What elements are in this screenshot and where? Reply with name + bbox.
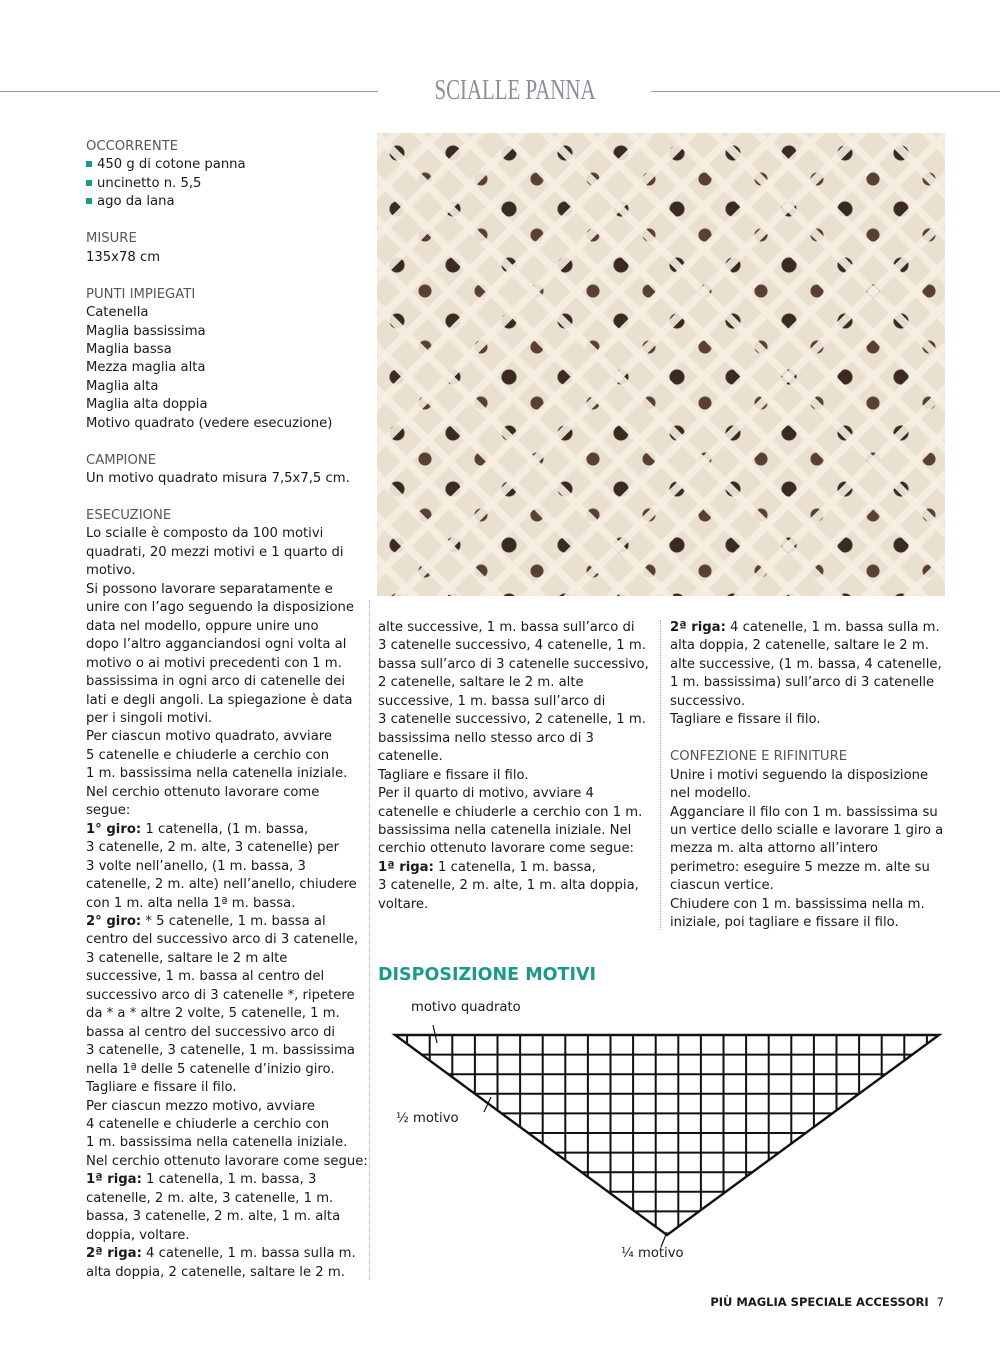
text-line: Unire i motivi seguendo la disposizione <box>670 767 929 783</box>
text-line: Nel cerchio ottenuto lavorare come <box>86 784 320 800</box>
text-line: motivo. <box>86 563 136 579</box>
list-item: ago da lana <box>86 193 368 211</box>
text-line: perimetro: eseguire 5 mezze m. alte su <box>670 859 930 875</box>
text-line: 2ª riga: 4 catenelle, 1 m. bassa sulla m. <box>670 620 940 635</box>
step-label: 1ª riga: <box>86 1172 142 1188</box>
text-line: bassa al centro del successivo arco di <box>86 1024 336 1040</box>
text-line: successive, 1 m. bassa al centro del <box>86 969 325 985</box>
section-heading: ESECUZIONE <box>86 508 172 523</box>
footer <box>710 1295 944 1309</box>
text-line: centro del successivo arco di 3 catenelle, <box>86 932 359 948</box>
text-line: successivo. <box>670 693 746 709</box>
text-line: nel modello. <box>670 786 752 802</box>
text-line: alte successive, 1 m. bassa sull’arco di <box>378 620 635 635</box>
step-label: 2° giro: <box>86 913 142 929</box>
text-line: segue: <box>86 803 131 819</box>
text-line: Maglia alta doppia <box>86 397 208 413</box>
text-line: con 1 m. alta nella 1ª m. bassa. <box>86 895 296 911</box>
text-line: 1 m. bassissima) sull’arco di 3 catenelle <box>670 675 935 691</box>
text-line: per i singoli motivi. <box>86 710 213 726</box>
section-heading: CAMPIONE <box>86 452 157 468</box>
section-heading: PUNTI IMPIEGATI <box>86 286 196 302</box>
text-line: Tagliare e fissare il filo. <box>86 1080 237 1096</box>
text-line: un vertice dello scialle e lavorare 1 giro a <box>670 822 944 838</box>
text-line: Mezza maglia alta <box>86 360 206 376</box>
section-heading: CONFEZIONE E RIFINITURE <box>670 749 848 765</box>
text-line: bassissima nello stesso arco di 3 <box>378 730 594 746</box>
text-line: Per il quarto di motivo, avviare 4 <box>378 786 594 802</box>
text-line: Maglia bassissima <box>86 323 206 339</box>
section-heading: MISURE <box>86 231 137 247</box>
text-line: 3 volte nell’anello, (1 m. bassa, 3 <box>86 858 306 874</box>
text-line: 2ª riga: 4 catenelle, 1 m. bassa sulla m. <box>86 1246 356 1262</box>
page-number: 7 <box>936 1295 944 1309</box>
text-line: 4 catenelle e chiuderle a cerchio con <box>86 1116 330 1132</box>
text-line: successive, 1 m. bassa sull’arco di <box>378 693 606 709</box>
text-line: bassissima in ogni arco di catenelle dei <box>86 674 346 690</box>
shawl-outline <box>395 1035 939 1235</box>
text-line: iniziale, poi tagliare e fissare il filo. <box>670 915 899 931</box>
text-line: successivo arco di 3 catenelle *, ripetere <box>86 987 355 1003</box>
text-line: 3 catenelle, saltare le 2 m alte <box>86 950 288 966</box>
text-line: alta doppia, 2 catenelle, saltare le 2 m. <box>86 1264 345 1280</box>
text-line: lati e degli angoli. La spiegazione è data <box>86 692 353 708</box>
text-line: da * a * altre 2 volte, 5 catenelle, 1 m. <box>86 1006 340 1022</box>
section-heading: OCCORRENTE <box>86 139 179 154</box>
text-line: 1 m. bassissima nella catenella iniziale. <box>86 766 348 782</box>
text-line: Agganciare il filo con 1 m. bassissima su <box>670 804 938 820</box>
text-line: Tagliare e fissare il filo. <box>670 712 821 728</box>
text-line: Motivo quadrato (vedere esecuzione) <box>86 415 333 431</box>
text-line: Maglia alta <box>86 378 159 394</box>
text-line: Un motivo quadrato misura 7,5x7,5 cm. <box>86 471 350 487</box>
text-line: 5 catenelle e chiuderle a cerchio con <box>86 747 330 763</box>
text-line: cerchio ottenuto lavorare come segue: <box>378 841 634 857</box>
text-line: Tagliare e fissare il filo. <box>378 767 529 783</box>
text-line: 3 catenelle successivo, 4 catenelle, 1 m. <box>378 638 646 654</box>
list-item: uncinetto n. 5,5 <box>86 175 368 193</box>
label-quarter-motivo: ¼ motivo <box>621 1246 684 1261</box>
text-line: data nel modello, oppure unire uno <box>86 618 319 634</box>
text-line: nella 1ª delle 5 catenelle d’inizio giro. <box>86 1061 335 1077</box>
text-line: Nel cerchio ottenuto lavorare come segue: <box>86 1153 368 1169</box>
text-line: bassa, 3 catenelle, 2 m. alte, 1 m. alta <box>86 1209 341 1225</box>
text-line: 3 catenelle, 2 m. alte, 1 m. alta doppia, <box>378 878 639 894</box>
step-label: 1ª riga: <box>378 859 434 875</box>
text-line: catenelle. <box>378 749 443 765</box>
text-line: 1° giro: 1 catenella, (1 m. bassa, <box>86 821 309 837</box>
text-line: unire con l’ago seguendo la disposizione <box>86 600 355 616</box>
text-line: 1ª riga: 1 catenella, 1 m. bassa, 3 <box>86 1172 317 1188</box>
text-line: 3 catenelle successivo, 2 catenelle, 1 m. <box>378 712 646 728</box>
text-line: 1 m. bassissima nella catenella iniziale. <box>86 1135 348 1151</box>
text-line: Catenella <box>86 305 149 321</box>
magazine-name: PIÙ MAGLIA SPECIALE ACCESSORI <box>710 1295 929 1309</box>
text-line: bassissima nella catenella iniziale. Nel <box>378 822 632 838</box>
text-line: catenelle, 2 m. alte, 3 catenelle, 1 m. <box>86 1190 334 1206</box>
step-label: 2ª riga: <box>86 1246 142 1262</box>
page-title: SCIALLE PANNA <box>434 74 596 106</box>
text-line: alta doppia, 2 catenelle, saltare le 2 m. <box>670 638 929 654</box>
list-item: 450 g di cotone panna <box>86 156 368 174</box>
step-label: 1° giro: <box>86 821 142 837</box>
step-label: 2ª riga: <box>670 620 726 635</box>
text-line: catenelle e chiuderle a cerchio con 1 m. <box>378 804 643 820</box>
text-line: mezza m. alta attorno all’intero <box>670 841 878 857</box>
text-line: Per ciascun mezzo motivo, avviare <box>86 1098 315 1114</box>
text-line: doppia, voltare. <box>86 1227 190 1243</box>
diagram-title: DISPOSIZIONE MOTIVI <box>378 965 597 985</box>
text-line: Si possono lavorare separatamente e <box>86 581 333 597</box>
text-line: 1ª riga: 1 catenella, 1 m. bassa, <box>378 859 596 875</box>
text-line: Maglia bassa <box>86 341 172 357</box>
text-line: Per ciascun motivo quadrato, avviare <box>86 729 333 745</box>
text-line: 3 catenelle, 3 catenelle, 1 m. bassissima <box>86 1043 355 1059</box>
text-line: 135x78 cm <box>86 249 161 265</box>
label-motivo-quadrato: motivo quadrato <box>411 1000 521 1015</box>
text-line: ciascun vertice. <box>670 878 774 894</box>
text-line: Lo scialle è composto da 100 motivi <box>86 526 324 542</box>
text-line: 2 catenelle, saltare le 2 m. alte <box>378 675 584 691</box>
text-line: alte successive, (1 m. bassa, 4 catenelle, <box>670 656 942 672</box>
text-line: Chiudere con 1 m. bassissima nella m. <box>670 896 925 912</box>
text-line: bassa sull’arco di 3 catenelle successivo, <box>378 656 649 672</box>
text-line: 2° giro: * 5 catenelle, 1 m. bassa al <box>86 913 326 929</box>
label-half-motivo: ½ motivo <box>396 1111 459 1126</box>
text-line: quadrati, 20 mezzi motivi e 1 quarto di <box>86 544 344 560</box>
text-line: catenelle, 2 m. alte) nell’anello, chiudere <box>86 877 357 893</box>
text-line: motivo o ai motivi precedenti con 1 m. <box>86 655 342 671</box>
text-line: voltare. <box>378 896 429 912</box>
text-line: 3 catenelle, 2 m. alte, 3 catenelle) per <box>86 840 340 856</box>
grid-lines <box>390 1035 950 1240</box>
text-line: dopo l’altro agganciandosi ogni volta al <box>86 637 347 653</box>
